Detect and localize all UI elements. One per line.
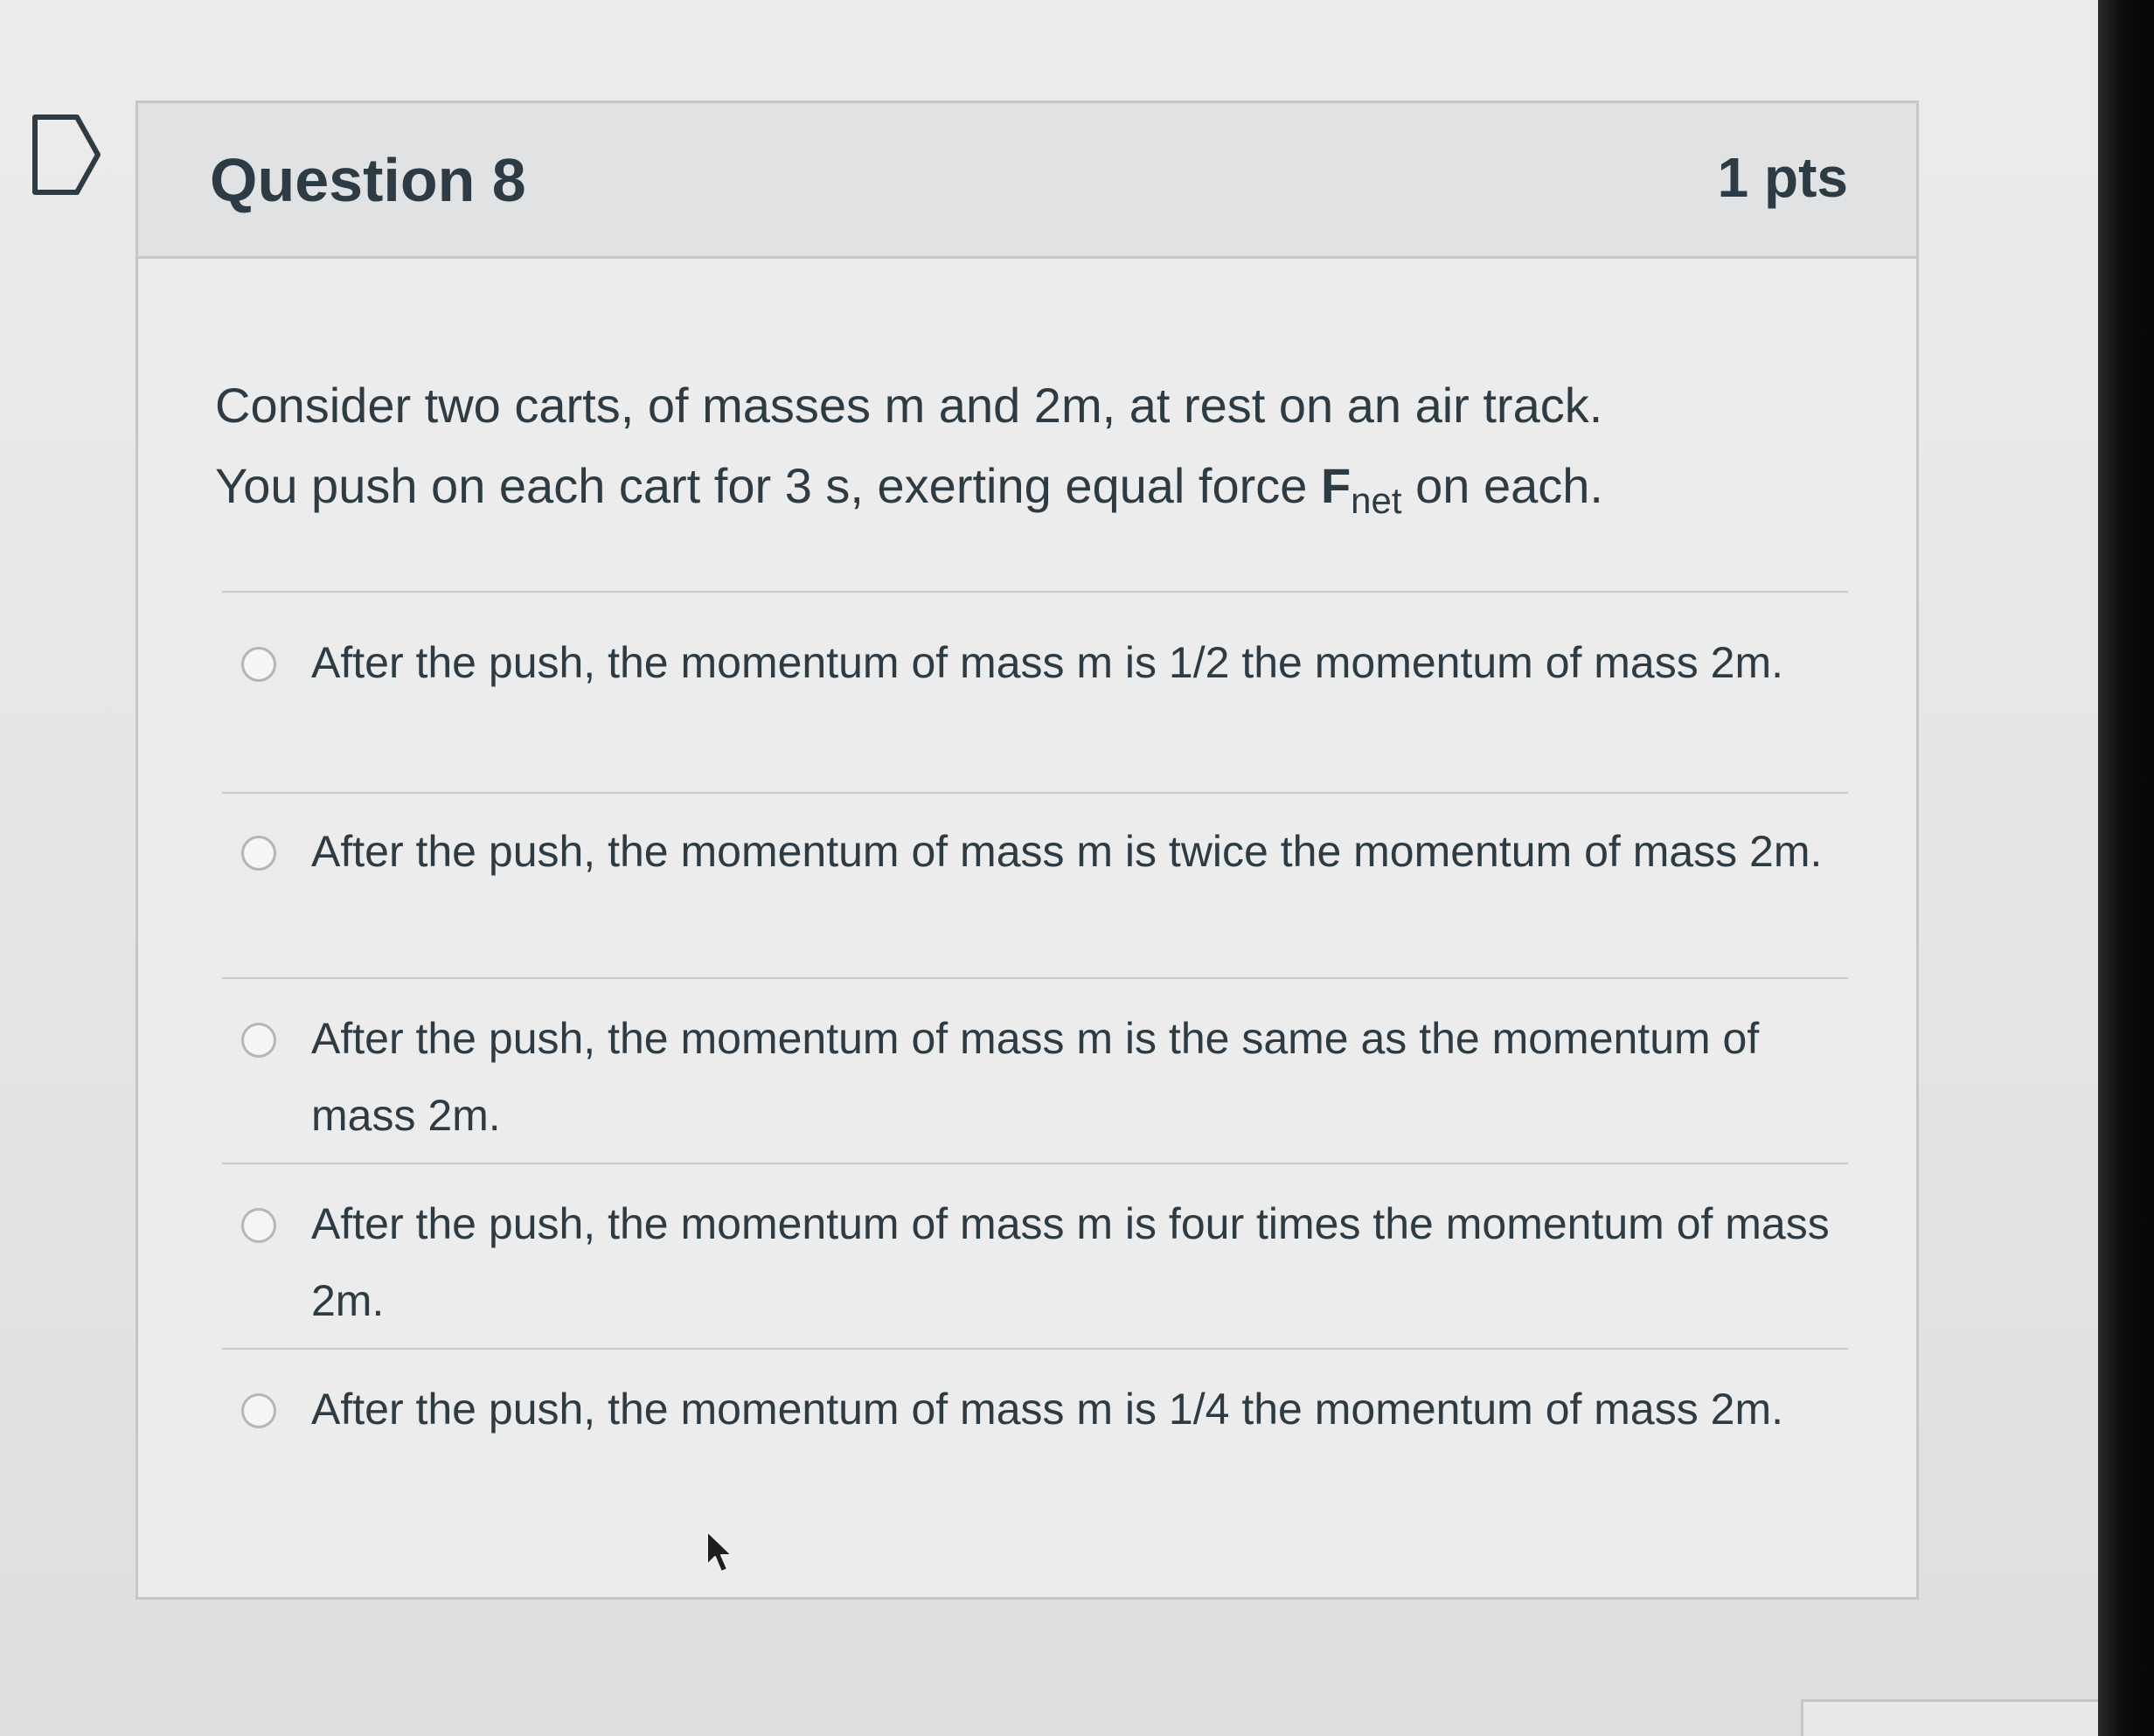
answer-option-3[interactable] xyxy=(241,1000,1850,1175)
question-text-line-2-start: You push on each cart for 3 s, exerting equal force xyxy=(215,458,1321,513)
question-text-line-2-end: on each. xyxy=(1401,458,1603,513)
question-card xyxy=(135,101,1919,1600)
answer-option-5[interactable] xyxy=(241,1371,1850,1545)
answer-option-1[interactable] xyxy=(241,624,1850,799)
answer-divider-4 xyxy=(222,1348,1848,1350)
flag-question-icon[interactable] xyxy=(31,114,101,196)
force-symbol: F xyxy=(1320,458,1351,513)
question-points: 1 pts xyxy=(1717,146,1848,209)
answer-divider-1 xyxy=(222,792,1848,794)
force-subscript: net xyxy=(1351,480,1402,522)
answer-divider-3 xyxy=(222,1163,1848,1164)
answer-radio-4[interactable] xyxy=(241,1208,276,1243)
next-question-card-edge xyxy=(1801,1699,2098,1736)
answer-label-2: After the push, the momentum of mass m is twice the momentum of mass 2m. xyxy=(311,827,1823,876)
answer-list xyxy=(138,103,1916,1597)
answer-option-2[interactable] xyxy=(241,813,1850,988)
answer-radio-5[interactable] xyxy=(241,1393,276,1428)
answer-radio-2[interactable] xyxy=(241,836,276,871)
answer-label-1: After the push, the momentum of mass m is 1/2 the momentum of mass 2m. xyxy=(311,638,1783,687)
answer-radio-3[interactable] xyxy=(241,1023,276,1058)
question-text-line-1: Consider two carts, of masses m and 2m, at rest on an air track. xyxy=(215,378,1603,433)
answer-label-4: After the push, the momentum of mass m is four times the momentum of mass 2m. xyxy=(311,1199,1830,1325)
question-title: Question 8 xyxy=(210,146,526,214)
answer-option-4[interactable] xyxy=(241,1185,1850,1360)
monitor-bezel xyxy=(2098,0,2154,1736)
answer-label-3: After the push, the momentum of mass m is the same as the momentum of mass 2m. xyxy=(311,1014,1760,1140)
answer-divider-2 xyxy=(222,977,1848,979)
mouse-pointer-icon xyxy=(704,1530,735,1575)
answer-radio-1[interactable] xyxy=(241,647,276,682)
answer-label-5: After the push, the momentum of mass m is 1/4 the momentum of mass 2m. xyxy=(311,1385,1783,1434)
